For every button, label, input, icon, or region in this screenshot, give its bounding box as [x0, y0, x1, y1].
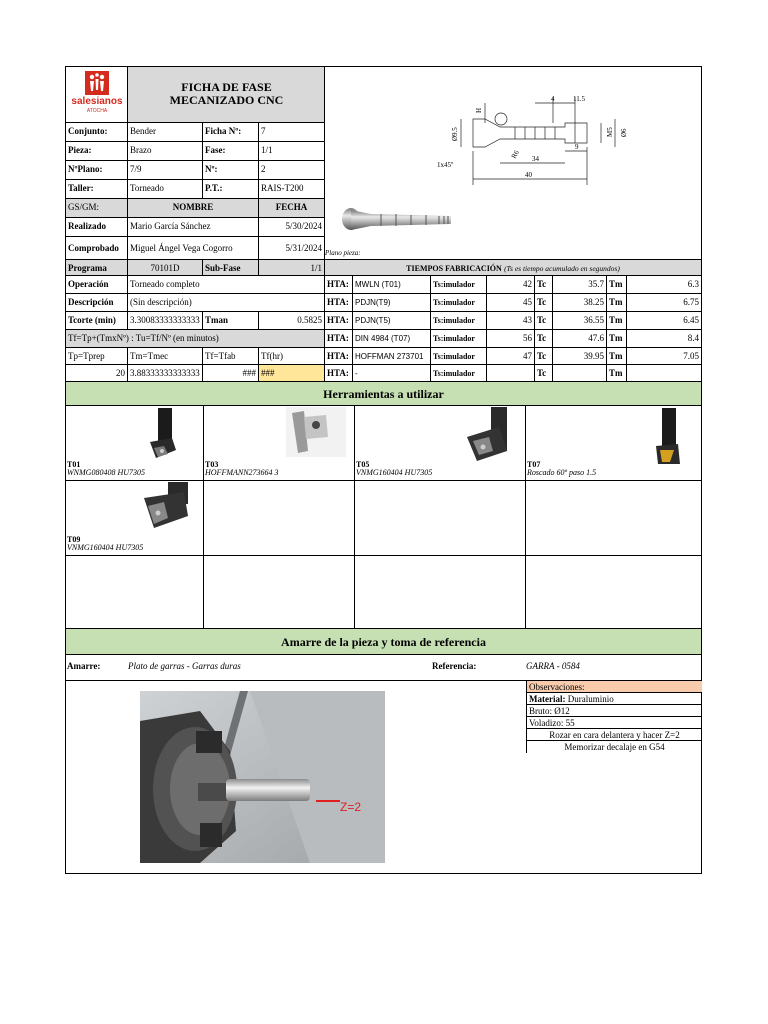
comprobado-date: 5/31/2024 [259, 237, 325, 260]
hta-tool: PDJN(T5) [353, 312, 431, 330]
tcorte-value: 3.30083333333333 [128, 312, 203, 330]
ts-value: 47 [487, 348, 535, 365]
hta-label: HTA: [325, 294, 353, 312]
tfh-label: Tf(hr) [259, 348, 325, 365]
salesianos-logo-icon [85, 71, 109, 95]
tm-row-value: 6.3 [627, 276, 701, 294]
turning-tool-icon [140, 482, 196, 538]
fixture-photo [140, 691, 385, 863]
fixture-section-header [66, 629, 701, 655]
tc-value: 35.7 [553, 276, 607, 294]
hta-label: HTA: [325, 330, 353, 348]
referencia-label: Referencia: [432, 661, 477, 671]
info-label: NºPlano: [66, 161, 128, 180]
dim-11-5: 11.5 [573, 95, 585, 103]
tm-row-value: 6.75 [627, 294, 701, 312]
tool-cell-empty [526, 556, 701, 629]
title-box [128, 67, 325, 123]
info-label: P.T.: [203, 180, 259, 199]
info-value: RAIS-T200 [259, 180, 325, 199]
tool-cell-empty [355, 556, 526, 629]
page-subtitle: MECANIZADO CNC [169, 93, 284, 107]
dim-r6: R6 [509, 148, 521, 160]
tm-row-label: Tm [607, 294, 627, 312]
hta-tool: MWLN (T01) [353, 276, 431, 294]
program-label: Programa [66, 260, 128, 276]
tool-cell-t09 [66, 481, 204, 556]
info-value: Torneado [128, 180, 203, 199]
tool-code: T09 [67, 535, 81, 544]
tm-row-label: Tm [607, 348, 627, 365]
comprobado-label: Comprobado [66, 237, 128, 260]
tool-insert: VNMG160404 HU7305 [67, 543, 144, 552]
tm-row-value [627, 365, 701, 382]
tc-value [553, 365, 607, 382]
hta-label: HTA: [325, 276, 353, 294]
dim-m5: M5 [606, 127, 614, 137]
phase-sheet [65, 66, 702, 874]
tool-cell-t07 [526, 406, 701, 481]
amarre-label: Amarre: [67, 661, 101, 671]
gs-gm-label: GS/GM: [66, 199, 128, 218]
tcorte-label: Tcorte (min) [66, 312, 128, 330]
tm-row-value: 7.05 [627, 348, 701, 365]
referencia-value: GARRA - 0584 [526, 661, 580, 671]
ts-value: 42 [487, 276, 535, 294]
ts-value [487, 365, 535, 382]
dim-phi-9-5: Ø9.5 [451, 127, 459, 141]
tiempos-header [325, 260, 701, 276]
fixture-section-title: Amarre de la pieza y toma de referencia [281, 635, 486, 649]
logo-subtext: ATOCHA [86, 108, 108, 114]
description-value: (Sin descripción) [128, 294, 325, 312]
tc-label: Tc [535, 330, 553, 348]
tc-value: 38.25 [553, 294, 607, 312]
material-label: Material: [529, 694, 566, 704]
hta-tool: DIN 4984 (T07) [353, 330, 431, 348]
material-line [527, 693, 702, 705]
page-title: FICHA DE FASE [181, 80, 272, 94]
tc-label: Tc [535, 294, 553, 312]
tool-code: T03 [205, 460, 219, 469]
info-label: Conjunto: [66, 123, 128, 142]
info-value: Bender [128, 123, 203, 142]
tiempos-note: (Ts es tiempo acumulado en segundos) [504, 264, 620, 273]
tf-value: ### [203, 365, 259, 382]
info-value: 2 [259, 161, 325, 180]
tm-row-value: 6.45 [627, 312, 701, 330]
tc-value: 47.6 [553, 330, 607, 348]
info-value: 7/9 [128, 161, 203, 180]
date-header: FECHA [259, 199, 325, 218]
tfh-value: ### [259, 365, 325, 382]
tf-label: Tf=Tfab [203, 348, 259, 365]
turning-tool-icon [146, 408, 186, 460]
operation-label: Operación [66, 276, 128, 294]
dim-chamfer: 1x45º [437, 161, 454, 169]
ts-value: 43 [487, 312, 535, 330]
tm-row-label: Tm [607, 365, 627, 382]
dim-4: 4 [551, 95, 555, 103]
obs-line: Rozar en cara delantera y hacer Z=2 [527, 729, 702, 741]
tc-label: Tc [535, 348, 553, 365]
hta-label: HTA: [325, 312, 353, 330]
ts-label: Ts:imulador [431, 312, 487, 330]
info-value: Brazo [128, 142, 203, 161]
fixture-info-row [66, 655, 701, 681]
tm-row-label: Tm [607, 330, 627, 348]
tc-label: Tc [535, 365, 553, 382]
observations-box [526, 681, 701, 753]
tool-cell-t01 [66, 406, 204, 481]
dim-40: 40 [525, 171, 532, 179]
info-label: Ficha Nº: [203, 123, 259, 142]
tool-cell-empty [204, 556, 355, 629]
hta-tool: - [353, 365, 431, 382]
subfase-label: Sub-Fase [203, 260, 259, 276]
comprobado-name: Miguel Ángel Vega Cogorro [128, 237, 259, 260]
info-label: Fase: [203, 142, 259, 161]
tm-row-value: 8.4 [627, 330, 701, 348]
tools-section-header [66, 382, 701, 406]
tool-cell-empty [526, 481, 701, 556]
tiempos-title: TIEMPOS FABRICACIÓN [406, 264, 502, 273]
part-render-image [341, 202, 471, 242]
realizado-date: 5/30/2024 [259, 218, 325, 237]
hta-label: HTA: [325, 348, 353, 365]
threading-tool-icon [650, 408, 690, 468]
logo-box [66, 67, 128, 123]
logo-text: salesianos [71, 96, 123, 107]
tool-code: T01 [67, 460, 81, 469]
turning-tool-icon [463, 407, 519, 463]
info-value: 1/1 [259, 142, 325, 161]
tool-cell-empty [355, 481, 526, 556]
tm-row-label: Tm [607, 312, 627, 330]
realizado-label: Realizado [66, 218, 128, 237]
observations-title: Observaciones: [527, 681, 702, 693]
tc-label: Tc [535, 276, 553, 294]
dim-9: 9 [575, 143, 579, 151]
z-reference-label: Z=2 [340, 800, 362, 814]
material-value: Duraluminio [567, 694, 614, 704]
tool-cell-t05 [355, 406, 526, 481]
tools-section-title: Herramientas a utilizar [323, 387, 444, 401]
dim-phi-6: Ø6 [620, 128, 628, 137]
amarre-value: Plato de garras - Garras duras [128, 661, 241, 671]
tool-cell-t03 [204, 406, 355, 481]
subfase-value: 1/1 [259, 260, 325, 276]
ts-label: Ts:imulador [431, 294, 487, 312]
ts-value: 56 [487, 330, 535, 348]
dim-h: H [475, 107, 483, 113]
ts-value: 45 [487, 294, 535, 312]
grooving-tool-icon [286, 407, 350, 459]
tm-value: 3.88333333333333 [128, 365, 203, 382]
hta-label: HTA: [325, 365, 353, 382]
operation-value: Torneado completo [128, 276, 325, 294]
obs-line: Memorizar decalaje en G54 [564, 742, 665, 752]
ts-label: Ts:imulador [431, 348, 487, 365]
program-value: 70101D [128, 260, 203, 276]
name-header: NOMBRE [128, 199, 259, 218]
info-value: 7 [259, 123, 325, 142]
realizado-name: Mario García Sánchez [128, 218, 259, 237]
description-label: Descripción [66, 294, 128, 312]
tool-cell-empty [204, 481, 355, 556]
info-label: Taller: [66, 180, 128, 199]
ts-label: Ts:imulador [431, 365, 487, 382]
part-technical-drawing [325, 67, 701, 197]
dim-34: 34 [532, 155, 539, 163]
plano-caption: Plano pieza: [325, 249, 361, 257]
tool-code: T07 [527, 460, 541, 469]
tc-label: Tc [535, 312, 553, 330]
hta-table [325, 276, 701, 382]
ts-label: Ts:imulador [431, 330, 487, 348]
tm-label: Tm=Tmec [128, 348, 203, 365]
tool-code: T05 [356, 460, 370, 469]
tp-value: 20 [66, 365, 128, 382]
ts-label: Ts:imulador [431, 276, 487, 294]
tman-label: Tman [203, 312, 259, 330]
tman-value: 0.5825 [259, 312, 325, 330]
time-formula: Tf=Tp+(TmxNº) : Tu=Tf/Nº (en minutos) [66, 330, 325, 348]
hta-tool: HOFFMAN 273701 [353, 348, 431, 365]
info-label: Pieza: [66, 142, 128, 161]
tp-label: Tp=Tprep [66, 348, 128, 365]
obs-line: Bruto: Ø12 [527, 705, 702, 717]
tool-insert: VNMG160404 HU7305 [356, 468, 433, 477]
info-label: Nº: [203, 161, 259, 180]
tc-value: 36.55 [553, 312, 607, 330]
tool-insert: WNMG080408 HU7305 [67, 468, 145, 477]
tc-value: 39.95 [553, 348, 607, 365]
part-drawing-area [325, 67, 701, 260]
tool-cell-empty [66, 556, 204, 629]
tm-row-label: Tm [607, 276, 627, 294]
tool-insert: HOFFMANN273664 3 [205, 468, 279, 477]
hta-tool: PDJN(T9) [353, 294, 431, 312]
obs-line: Voladizo: 55 [527, 717, 702, 729]
tool-insert: Roscado 60º paso 1.5 [527, 468, 597, 477]
